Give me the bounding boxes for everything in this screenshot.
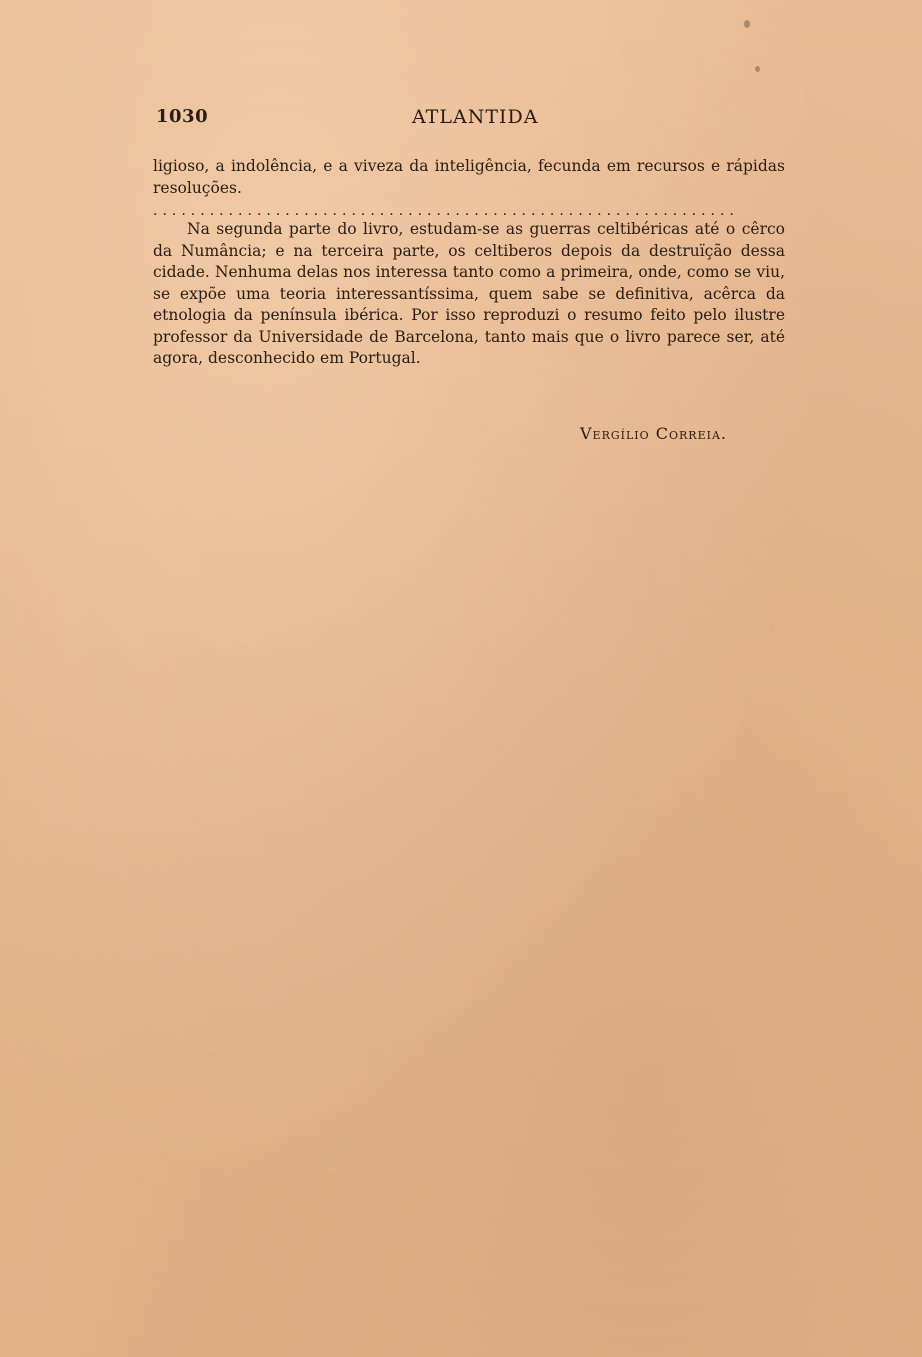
dotted-separator: .............................................................. — [153, 203, 739, 219]
main-paragraph: Na segunda parte do livro, estudam-se as guerras celtibéricas até o cêrco da Numância; e na terceira parte, os celtiberos depois da destruïção dessa cidade. Nenhuma delas nos interessa tanto como a primeira, onde, como se viu, se expõe uma teoria interessantíssima, quem sabe se definitiva, acêrca da etnologia da península ibérica. Por isso reproduzi o resumo feito pelo ilustre professor da Universidade de Barcelona, tanto mais que o livro parece ser, até agora, desconhecido em Portugal. — [153, 220, 785, 367]
paper-mark — [744, 20, 750, 28]
page-header — [156, 106, 786, 130]
page-number: 1030 — [156, 106, 209, 127]
body-text — [153, 156, 785, 370]
author-signature: Vergílio Correia. — [580, 424, 727, 443]
paper-mark — [755, 66, 760, 72]
continuation-paragraph: ligioso, a indolência, e a viveza da inteligência, fecunda em recursos e rápidas resoluções. — [153, 157, 785, 197]
running-title: ATLANTIDA — [412, 106, 539, 128]
